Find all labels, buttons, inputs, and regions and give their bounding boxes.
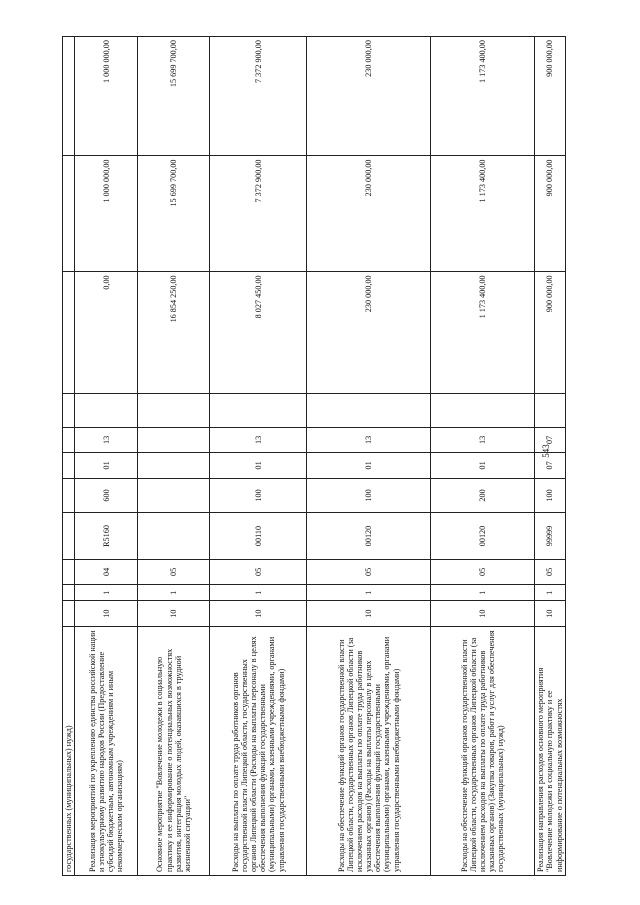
cell-empty (138, 394, 210, 428)
code-cell: 600 (75, 478, 138, 513)
code-cell: 05 (210, 559, 307, 584)
cell-empty (63, 513, 75, 559)
amount-cell: 900 000,00 (535, 37, 566, 156)
cell-empty (307, 394, 431, 428)
row-description: Расходы на обеспечение функций органов государственной власти Липецкой области, государственных органов Липецкой области (за исключением расходов на выплаты по оплате труда работников указанных органов) (Закупка товаров, работ и услуг для обеспечения государственных (муниципальных) нужд) (431, 626, 535, 875)
code-cell: 1 (431, 585, 535, 601)
cell-empty (431, 394, 535, 428)
code-cell: 1 (535, 585, 566, 601)
table-row (535, 37, 566, 876)
code-cell: 01 (431, 453, 535, 478)
code-cell: 1 (307, 585, 431, 601)
code-cell: 13 (307, 427, 431, 452)
amount-cell: 1 173 400,00 (431, 272, 535, 394)
cell-empty (75, 394, 138, 428)
code-cell: 13 (75, 427, 138, 452)
code-cell: 10 (138, 601, 210, 626)
code-cell: 00120 (431, 513, 535, 559)
code-cell: 07 (535, 427, 566, 452)
row-description: Расходы на выплаты по оплате труда работников органов государственной власти Липецкой области, государственных органов Липецкой области (Расходы на выплаты персоналу в целях обеспечения выполнения функций государственными (муниципальными) органами, казенными учреждениями, органами управления государственными внебюджетными фондами) (210, 626, 307, 875)
code-cell: R5160 (75, 513, 138, 559)
amount-cell: 230 000,00 (307, 156, 431, 272)
amount-cell: 15 699 700,00 (138, 156, 210, 272)
budget-table (62, 36, 566, 876)
table-row (75, 37, 138, 876)
code-cell: 01 (210, 453, 307, 478)
cell-empty (63, 427, 75, 452)
budget-table-frame (62, 36, 564, 876)
amount-cell: 7 372 900,00 (210, 156, 307, 272)
cell-empty (63, 585, 75, 601)
code-cell (138, 513, 210, 559)
cell-empty (63, 272, 75, 394)
amount-cell: 1 000 000,00 (75, 37, 138, 156)
cell-empty (63, 37, 75, 156)
table-row (63, 37, 75, 876)
code-cell: 1 (75, 585, 138, 601)
cell-empty (63, 453, 75, 478)
table-row (307, 37, 431, 876)
cell-empty (63, 478, 75, 513)
code-cell: 05 (535, 559, 566, 584)
code-cell: 100 (307, 478, 431, 513)
cell-empty (63, 601, 75, 626)
code-cell: 13 (431, 427, 535, 452)
code-cell: 05 (431, 559, 535, 584)
amount-cell: 230 000,00 (307, 272, 431, 394)
code-cell: 07 (535, 453, 566, 478)
code-cell: 99999 (535, 513, 566, 559)
amount-cell: 8 027 450,00 (210, 272, 307, 394)
code-cell: 00110 (210, 513, 307, 559)
cell-empty (63, 559, 75, 584)
amount-cell: 900 000,00 (535, 156, 566, 272)
code-cell: 05 (138, 559, 210, 584)
code-cell: 10 (431, 601, 535, 626)
cell-empty (535, 394, 566, 428)
code-cell: 1 (138, 585, 210, 601)
budget-table-rotated (62, 36, 564, 876)
amount-cell: 7 372 900,00 (210, 37, 307, 156)
code-cell: 100 (535, 478, 566, 513)
code-cell (138, 478, 210, 513)
code-cell: 13 (210, 427, 307, 452)
cell-empty (210, 394, 307, 428)
amount-cell: 1 173 400,00 (431, 156, 535, 272)
page-number: 543 (541, 444, 551, 458)
cell-empty (63, 156, 75, 272)
code-cell: 04 (75, 559, 138, 584)
amount-cell: 1 000 000,00 (75, 156, 138, 272)
code-cell: 10 (535, 601, 566, 626)
row-description: Реализация мероприятий по укреплению единства российской нации и этнокультурному развитию народов России (Предоставление субсидий бюджетным, автономным учреждениям и иным некоммерческим организациям) (75, 626, 138, 875)
code-cell (138, 427, 210, 452)
code-cell: 00120 (307, 513, 431, 559)
code-cell: 10 (210, 601, 307, 626)
cell-empty (63, 394, 75, 428)
code-cell: 01 (307, 453, 431, 478)
row-description: государственных (муниципальных) нужд) (63, 626, 75, 875)
code-cell: 10 (307, 601, 431, 626)
row-description: Реализация направления расходов основного мероприятия "Вовлечение молодежи в социальную практику и ее информирование о потенциальных возможностях (535, 626, 566, 875)
table-row (138, 37, 210, 876)
amount-cell: 230 000,00 (307, 37, 431, 156)
amount-cell: 1 173 400,00 (431, 37, 535, 156)
row-description: Основное мероприятие "Вовлечение молодежи в социальную практику и ее информирование о потенциальных возможностях развития, интеграция молодых людей, оказавшихся в трудной жизненной ситуации" (138, 626, 210, 875)
row-description: Расходы на обеспечение функций органов государственной власти Липецкой области, государственных органов Липецкой области (за исключением расходов на выплаты по оплате труда работников указанных органов) (Расходы на выплаты персоналу в целях обеспечения выполнения функций государственными (муниципальными) органами, казенными учреждениями, органами управления государственными внебюджетными фондами) (307, 626, 431, 875)
code-cell: 10 (75, 601, 138, 626)
code-cell: 05 (307, 559, 431, 584)
amount-cell: 0,00 (75, 272, 138, 394)
code-cell: 100 (210, 478, 307, 513)
code-cell: 01 (75, 453, 138, 478)
amount-cell: 900 000,00 (535, 272, 566, 394)
table-row (431, 37, 535, 876)
code-cell (138, 453, 210, 478)
amount-cell: 15 699 700,00 (138, 37, 210, 156)
code-cell: 1 (210, 585, 307, 601)
code-cell: 200 (431, 478, 535, 513)
amount-cell: 16 854 250,00 (138, 272, 210, 394)
table-row (210, 37, 307, 876)
